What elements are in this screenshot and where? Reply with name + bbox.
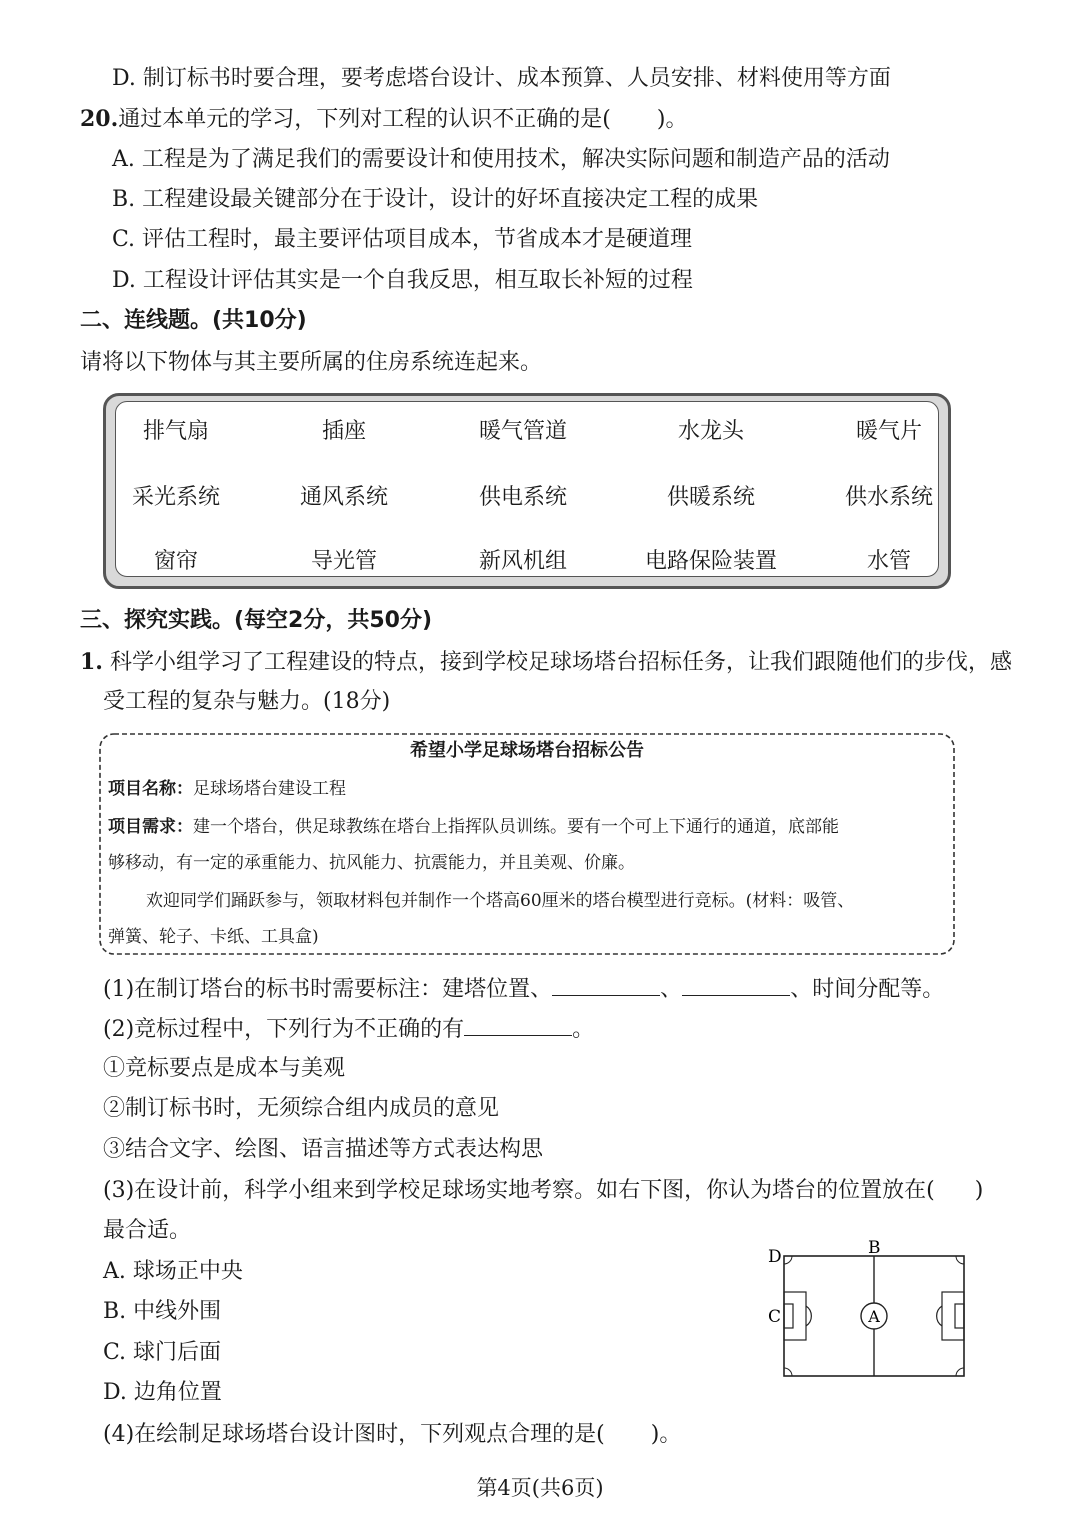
sub3-text: (3)在设计前，科学小组来到学校足球场实地考察。如右下图，你认为塔台的位置放在( bbox=[103, 1178, 935, 1203]
match-object-5[interactable]: 暖气片 bbox=[855, 419, 923, 444]
sub4-text: (4)在绘制足球场塔台设计图时，下列观点合理的是( bbox=[103, 1422, 605, 1447]
football-field-svg bbox=[760, 1236, 980, 1386]
notice-requirement-line2: 够移动，有一定的承重能力、抗风能力、抗震能力，并且美观、价廉。 bbox=[108, 853, 635, 873]
sub3-paren-end: ) bbox=[974, 1178, 984, 1203]
field-label-c: C bbox=[768, 1307, 782, 1327]
sub4-text-end: )。 bbox=[650, 1422, 682, 1447]
sub1-separator: 、 bbox=[660, 977, 683, 1002]
field-label-a: A bbox=[868, 1307, 880, 1326]
notice-req-label: 项目需求： bbox=[108, 817, 193, 837]
match-object-7[interactable]: 导光管 bbox=[310, 549, 378, 574]
sub3-option-d: D. 边角位置 bbox=[103, 1380, 222, 1405]
notice-req-text1: 建一个塔台，供足球教练在塔台上指挥队员训练。要有一个可上下通行的通道，底部能 bbox=[193, 817, 839, 837]
section3-title: 三、探究实践。(每空2分，共50分) bbox=[80, 608, 433, 633]
s3-q1-line1 bbox=[80, 647, 1012, 678]
match-system-4[interactable]: 供暖系统 bbox=[666, 485, 756, 510]
sub3-option-b: B. 中线外围 bbox=[103, 1299, 222, 1324]
notice-invite-line1: 欢迎同学们踊跃参与，领取材料包并制作一个塔高60厘米的塔台模型进行竞标。(材料：吸管、 bbox=[146, 891, 855, 911]
notice-title: 希望小学足球场塔台招标公告 bbox=[410, 740, 644, 761]
match-object-8[interactable]: 新风机组 bbox=[478, 549, 568, 574]
field-label-b: B bbox=[868, 1238, 881, 1258]
q19-option-d: D. 制订标书时要合理，要考虑塔台设计、成本预算、人员安排、材料使用等方面 bbox=[112, 66, 891, 91]
page-footer: 第4页(共6页) bbox=[476, 1476, 604, 1500]
sub2-item-1: ①竞标要点是成本与美观 bbox=[103, 1056, 346, 1081]
q20-option-d: D. 工程设计评估其实是一个自我反思，相互取长补短的过程 bbox=[112, 268, 693, 293]
section2-instruction: 请将以下物体与其主要所属的住房系统连起来。 bbox=[80, 350, 543, 375]
section2-title: 二、连线题。(共10分) bbox=[80, 308, 307, 333]
sub-question-3 bbox=[103, 1176, 983, 1206]
match-object-6[interactable]: 窗帘 bbox=[153, 549, 199, 574]
notice-project-name bbox=[108, 776, 346, 802]
s3-q1-number: 1. bbox=[80, 649, 103, 675]
match-object-4[interactable]: 水龙头 bbox=[677, 419, 745, 444]
sub1-text-end: 、时间分配等。 bbox=[790, 977, 945, 1002]
match-object-2[interactable]: 插座 bbox=[321, 419, 367, 444]
sub2-text-end: 。 bbox=[572, 1017, 595, 1042]
field-label-d: D bbox=[768, 1247, 782, 1267]
sub3-line2: 最合适。 bbox=[103, 1218, 192, 1243]
matching-box bbox=[103, 393, 951, 589]
sub2-item-2: ②制订标书时，无须综合组内成员的意见 bbox=[103, 1096, 500, 1121]
notice-name-value: 足球场塔台建设工程 bbox=[193, 779, 346, 799]
q20-option-b: B. 工程建设最关键部分在于设计，设计的好坏直接决定工程的成果 bbox=[112, 187, 759, 212]
fill-blank-1[interactable] bbox=[552, 973, 660, 996]
matching-box-inner bbox=[115, 401, 939, 577]
match-system-2[interactable]: 通风系统 bbox=[299, 485, 389, 510]
q20-number: 20. bbox=[80, 106, 119, 132]
match-object-9[interactable]: 电路保险装置 bbox=[644, 549, 778, 574]
sub3-option-a: A. 球场正中央 bbox=[103, 1259, 243, 1284]
notice-invite-line2: 弹簧、轮子、卡纸、工具盒) bbox=[108, 927, 319, 947]
match-system-1[interactable]: 采光系统 bbox=[131, 485, 221, 510]
match-system-5[interactable]: 供水系统 bbox=[844, 485, 934, 510]
match-system-3[interactable]: 供电系统 bbox=[478, 485, 568, 510]
sub1-text: (1)在制订塔台的标书时需要标注：建塔位置、 bbox=[103, 977, 553, 1002]
sub2-text: (2)竞标过程中，下列行为不正确的有 bbox=[103, 1017, 465, 1042]
s3-q1-text: 科学小组学习了工程建设的特点，接到学校足球场塔台招标任务，让我们跟随他们的步伐，感 bbox=[109, 650, 1012, 675]
match-object-10[interactable]: 水管 bbox=[866, 549, 912, 574]
sub2-item-3: ③结合文字、绘图、语言描述等方式表达构思 bbox=[103, 1137, 544, 1162]
fill-blank-2[interactable] bbox=[682, 973, 790, 996]
q20-stem-end: )。 bbox=[656, 107, 688, 132]
fill-blank-3[interactable] bbox=[464, 1013, 572, 1036]
match-object-1[interactable]: 排气扇 bbox=[142, 419, 210, 444]
match-object-3[interactable]: 暖气管道 bbox=[478, 419, 568, 444]
q20-stem bbox=[80, 104, 687, 135]
q20-option-c: C. 评估工程时，最主要评估项目成本，节省成本才是硬道理 bbox=[112, 227, 693, 252]
q20-stem-text: 通过本单元的学习，下列对工程的认识不正确的是( bbox=[118, 107, 611, 132]
sub-question-4 bbox=[103, 1420, 681, 1450]
football-field-diagram bbox=[760, 1236, 980, 1386]
s3-q1-line2: 受工程的复杂与魅力。(18分) bbox=[103, 689, 391, 714]
notice-name-label: 项目名称： bbox=[108, 779, 193, 799]
sub-question-1 bbox=[103, 973, 944, 1005]
notice-requirement-line1 bbox=[108, 814, 839, 840]
tender-notice-box bbox=[96, 730, 958, 958]
sub3-option-c: C. 球门后面 bbox=[103, 1340, 222, 1365]
q20-option-a: A. 工程是为了满足我们的需要设计和使用技术，解决实际问题和制造产品的活动 bbox=[112, 147, 890, 172]
sub-question-2 bbox=[103, 1013, 594, 1045]
